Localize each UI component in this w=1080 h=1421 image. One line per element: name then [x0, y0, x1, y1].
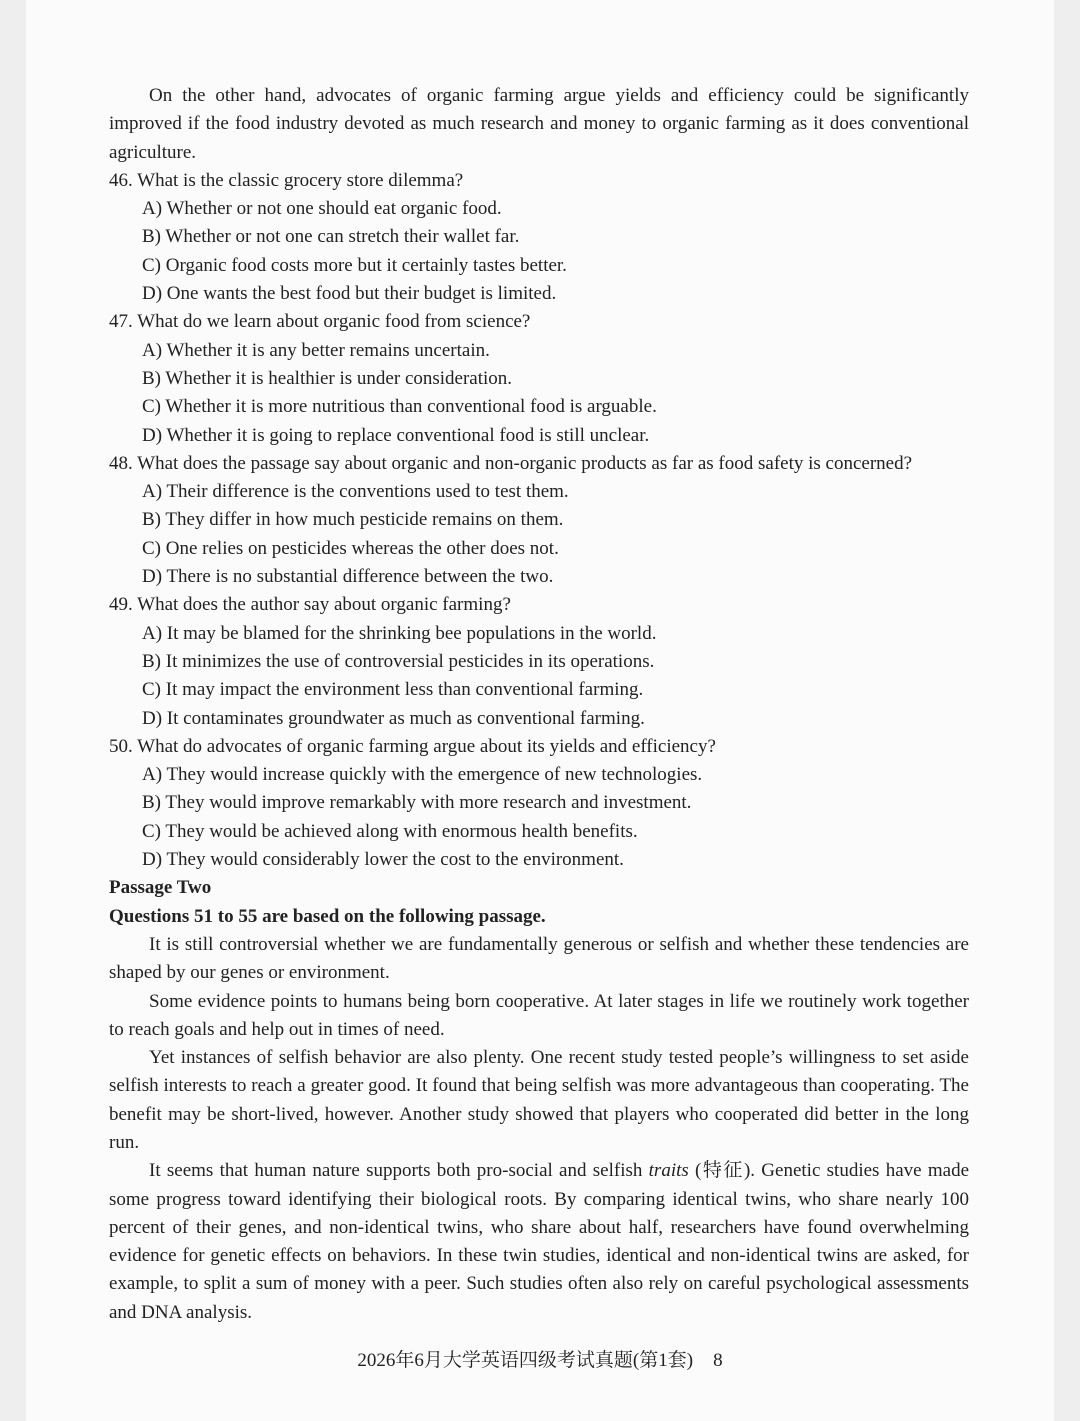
paragraph-text: It seems that human nature supports both pro-social and selfish: [149, 1160, 649, 1182]
passage-paragraph: Yet instances of selfish behavior are also plenty. One recent study tested people’s willingness to set aside selfish interests to reach a greater good. It found that being selfish was more advantageous than cooperating. The benefit may be short-lived, however. Another study showed that players who cooperated did better in the long run.: [109, 1047, 969, 1153]
option-a: A) Their difference is the conventions used to test them.: [142, 481, 569, 503]
page-footer: [0, 1345, 1080, 1372]
option-a: A) They would increase quickly with the emergence of new technologies.: [142, 764, 703, 786]
question-text: 46. What is the classic grocery store dilemma?: [109, 169, 464, 191]
option-d: D) One wants the best food but their budget is limited.: [142, 283, 557, 305]
option-c: C) One relies on pesticides whereas the other does not.: [142, 537, 559, 559]
question-50: [109, 733, 969, 874]
option-d: D) There is no substantial difference between the two.: [142, 566, 554, 588]
passage-heading: Passage Two: [109, 877, 212, 899]
option-b: B) Whether it is healthier is under consideration.: [142, 367, 513, 389]
passage-paragraph: It is still controversial whether we are fundamentally generous or selfish and whether these tendencies are shaped by our genes or environment.: [109, 933, 969, 984]
page-content: [109, 82, 969, 1327]
option-a: A) It may be blamed for the shrinking bee populations in the world.: [142, 622, 657, 644]
option-c: C) Whether it is more nutritious than conventional food is arguable.: [142, 396, 657, 418]
intro-paragraph: On the other hand, advocates of organic farming argue yields and efficiency could be significantly improved if the food industry devoted as much research and money to organic farming as it does conventional agriculture.: [109, 85, 969, 163]
passage-paragraph: [109, 1157, 969, 1327]
option-a: A) Whether or not one should eat organic food.: [142, 198, 502, 220]
option-b: B) It minimizes the use of controversial pesticides in its operations.: [142, 650, 655, 672]
option-c: C) It may impact the environment less than conventional farming.: [142, 679, 644, 701]
option-a: A) Whether it is any better remains uncertain.: [142, 339, 490, 361]
italic-term: traits: [648, 1160, 689, 1182]
option-d: D) They would considerably lower the cost to the environment.: [142, 849, 624, 871]
option-c: C) They would be achieved along with enormous health benefits.: [142, 820, 638, 842]
option-b: B) They would improve remarkably with more research and investment.: [142, 792, 692, 814]
question-text: 48. What does the passage say about organic and non-organic products as far as food safety is concerned?: [109, 452, 913, 474]
option-c: C) Organic food costs more but it certainly tastes better.: [142, 254, 567, 276]
passage-instructions: Questions 51 to 55 are based on the following passage.: [109, 905, 546, 927]
option-b: B) Whether or not one can stretch their wallet far.: [142, 226, 520, 248]
option-b: B) They differ in how much pesticide remains on them.: [142, 509, 564, 531]
question-text: 47. What do we learn about organic food from science?: [109, 311, 531, 333]
footer-title: 2026年6月大学英语四级考试真题(第1套): [357, 1350, 694, 1371]
option-d: D) It contaminates groundwater as much as conventional farming.: [142, 707, 645, 729]
option-d: D) Whether it is going to replace conventional food is still unclear.: [142, 424, 650, 446]
paragraph-text: (特征). Genetic studies have made some progress toward identifying their biological roots. By comparing identical twins, who share nearly 100 percent of their genes, and non-identical twins, who share about half, researchers have found overwhelming evidence for genetic effects on behaviors. In these twin studies, identical and non-identical twins are asked, for example, to split a sum of money with a peer. Such studies often also rely on careful psychological assessments and DNA analysis.: [109, 1160, 969, 1323]
question-text: 49. What does the author say about organic farming?: [109, 594, 511, 616]
question-49: [109, 591, 969, 732]
question-48: [109, 450, 969, 591]
question-text: 50. What do advocates of organic farming argue about its yields and efficiency?: [109, 735, 716, 757]
passage-paragraph: Some evidence points to humans being born cooperative. At later stages in life we routinely work together to reach goals and help out in times of need.: [109, 990, 969, 1040]
question-46: [109, 167, 969, 308]
question-47: [109, 308, 969, 449]
page-number: 8: [713, 1350, 723, 1371]
